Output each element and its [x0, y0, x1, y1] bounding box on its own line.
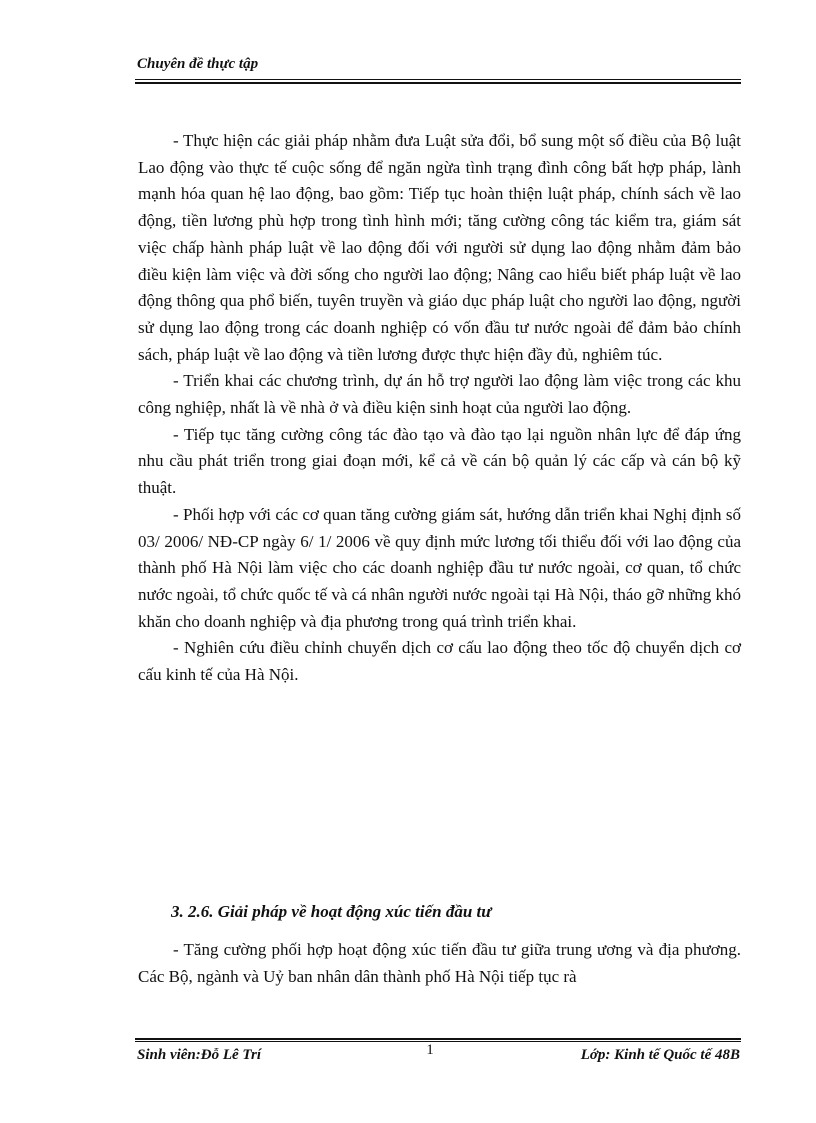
paragraph-2: - Triển khai các chương trình, dự án hỗ trợ người lao động làm việc trong các khu công nghiệp, nhất là về nhà ở và điều kiện sinh hoạt của người lao động.: [138, 371, 741, 418]
page-number: 1: [426, 1042, 434, 1058]
footer-class: Lớp: Kinh tế Quốc tế 48B: [580, 1047, 740, 1063]
header-rule-thick: [135, 82, 741, 84]
footer-rule-thick: [135, 1038, 741, 1040]
body-text: [138, 128, 741, 689]
header-rule-thin: [135, 79, 741, 80]
section-paragraph: - Tăng cường phối hợp hoạt động xúc tiến đầu tư giữa trung ương và địa phương. Các Bộ, ngành và Uỷ ban nhân dân thành phố Hà Nội tiếp tục rà: [138, 940, 741, 986]
paragraph-3: - Tiếp tục tăng cường công tác đào tạo và đào tạo lại nguồn nhân lực để đáp ứng nhu cầu phát triển trong giai đoạn mới, kể cả về cán bộ quản lý các cấp và cán bộ kỹ thuật.: [138, 424, 741, 498]
footer-student: Sinh viên:Đỗ Lê Trí: [137, 1047, 262, 1063]
paragraph-1: - Thực hiện các giải pháp nhằm đưa Luật sửa đổi, bổ sung một số điều của Bộ luật Lao động vào thực tế cuộc sống để ngăn ngừa tình trạng đình công bất hợp pháp, lành mạnh hóa quan hệ lao động, bao gồm: Tiếp tục hoàn thiện luật pháp, chính sách về lao động, tiền lương phù hợp trong tình hình mới; tăng cường công tác kiểm tra, giám sát việc chấp hành pháp luật về lao động đối với người sử dụng lao động nhằm đảm bảo điều kiện làm việc và đời sống cho người lao động; Nâng cao hiểu biết pháp luật về lao động thông qua phổ biến, tuyên truyền và giáo dục pháp luật cho người lao động, người sử dụng lao động trong các doanh nghiệp có vốn đầu tư nước ngoài để đảm bảo chính sách, pháp luật về lao động và tiền lương được thực hiện đầy đủ, nghiêm túc.: [138, 131, 741, 364]
paragraph-4: - Phối hợp với các cơ quan tăng cường giám sát, hướng dẫn triển khai Nghị định số 03/ 2006/ NĐ-CP ngày 6/ 1/ 2006 về quy định mức lương tối thiểu đối với lao động của thành phố Hà Nội làm việc cho các doanh nghiệp đầu tư nước ngoài, cơ quan, tổ chức nước ngoài, tổ chức quốc tế và cá nhân người nước ngoài tại Hà Nội, tháo gỡ những khó khăn cho doanh nghiệp và địa phương trong quá trình triển khai.: [138, 504, 741, 631]
paragraph-5: - Nghiên cứu điều chỉnh chuyển dịch cơ cấu lao động theo tốc độ chuyển dịch cơ cấu kinh tế của Hà Nội.: [138, 638, 741, 685]
section-heading: 3. 2.6. Giải pháp về hoạt động xúc tiến đầu tư: [171, 902, 492, 921]
section-text: [138, 936, 741, 990]
header-title: Chuyên đề thực tập: [137, 56, 259, 72]
